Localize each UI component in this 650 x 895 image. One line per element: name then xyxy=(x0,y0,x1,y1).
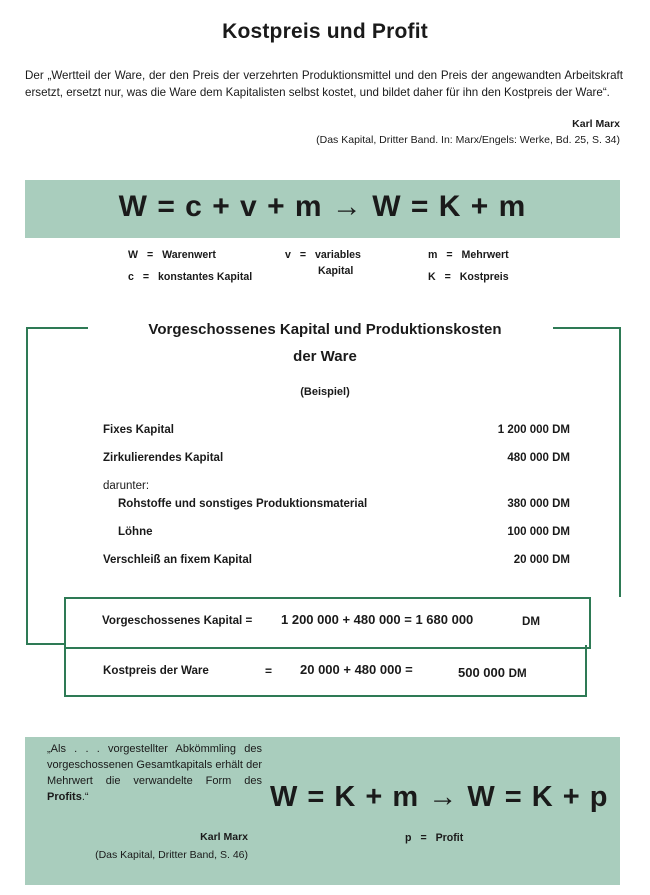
row-label: Rohstoffe und sonstiges Produktionsmaterial xyxy=(118,498,368,510)
box-cost-eq: = xyxy=(265,664,273,678)
box-cost-expr: 20 000 + 480 000 = xyxy=(300,662,413,677)
frame-right xyxy=(619,327,621,597)
row-label: darunter: xyxy=(103,480,150,492)
profit-quote: „Als . . . vorgestellter Abkömmling des vorgeschossenen Gesamtkapitals erhält der Mehrwert die verwandelte Form des Profits.“ xyxy=(47,743,262,803)
section-title-line2: der Ware xyxy=(293,348,357,365)
legend-v-line2: Kapital xyxy=(318,265,354,277)
section-subtitle: (Beispiel) xyxy=(300,386,350,398)
section-title: Vorgeschossenes Kapital und Produktionskosten xyxy=(148,321,502,338)
page-title: Kostpreis und Profit xyxy=(222,20,428,43)
box-capital-expr: 1 200 000 + 480 000 = 1 680 000 xyxy=(281,612,474,627)
box-cost-right xyxy=(585,645,587,697)
row-value: 1 200 000 DM xyxy=(497,424,570,436)
legend-v: v = variables xyxy=(285,249,361,261)
row-value: 380 000 DM xyxy=(507,498,570,510)
formula-profit: W = K + m → W = K + p xyxy=(270,781,609,813)
intro-author: Karl Marx xyxy=(572,118,620,130)
legend-m: m = Mehrwert xyxy=(428,249,509,261)
box-capital-unit: DM xyxy=(522,615,541,628)
box-capital-label: Vorgeschossenes Kapital = xyxy=(102,614,253,627)
frame-bottom xyxy=(26,643,66,645)
profit-quote-author: Karl Marx xyxy=(200,831,248,843)
profit-quote-source: (Das Kapital, Dritter Band, S. 46) xyxy=(95,849,248,861)
row-label: Verschleiß an fixem Kapital xyxy=(103,554,252,566)
formula-main: W = c + v + m → W = K + m xyxy=(118,190,527,223)
intro-quote: Der „Wertteil der Ware, der den Preis der verzehrten Produktionsmittel und den Preis der angewandten Arbeitskraft ersetzt, ersetzt nur, was die Ware dem Kapitalisten selbst kostet, und bildet daher für ihn den Kostpreis der Ware“. xyxy=(25,69,623,99)
box-capital xyxy=(64,597,591,649)
intro-source: (Das Kapital, Dritter Band. In: Marx/Engels: Werke, Bd. 25, S. 34) xyxy=(316,134,620,146)
row-value: 20 000 DM xyxy=(513,554,570,566)
box-cost-result: 500 000 DM xyxy=(458,665,527,680)
row-label: Fixes Kapital xyxy=(103,424,174,436)
legend-k: K = Kostpreis xyxy=(428,271,509,283)
row-value: 100 000 DM xyxy=(507,526,570,538)
row-label: Zirkulierendes Kapital xyxy=(103,452,224,464)
frame-left xyxy=(26,327,28,645)
box-cost-bottom xyxy=(64,695,587,697)
formula-panel xyxy=(25,180,620,238)
legend-w: W = Warenwert xyxy=(128,249,216,261)
row-value: 480 000 DM xyxy=(507,452,570,464)
box-cost-left xyxy=(64,645,66,697)
legend-c: c = konstantes Kapital xyxy=(128,271,253,283)
legend-p: p = Profit xyxy=(405,832,464,844)
row-label: Löhne xyxy=(118,526,153,538)
box-cost-label: Kostpreis der Ware xyxy=(103,664,209,677)
profit-panel xyxy=(25,737,620,885)
